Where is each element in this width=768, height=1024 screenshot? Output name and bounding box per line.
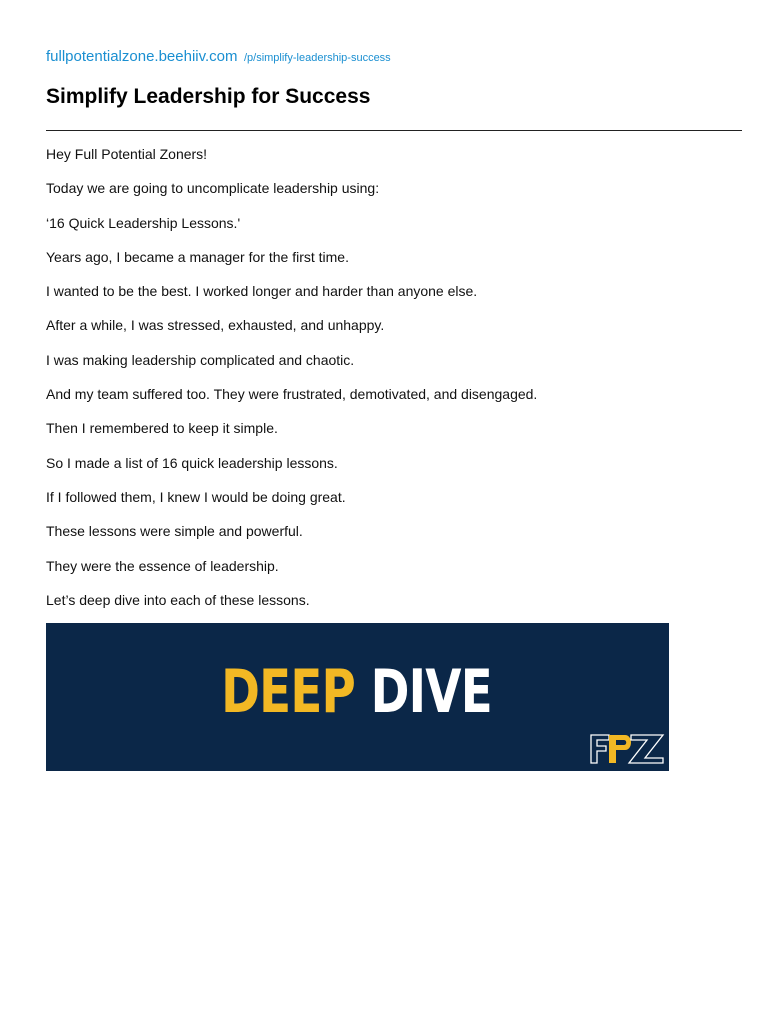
paragraph: After a while, I was stressed, exhausted, and unhappy. bbox=[46, 317, 385, 334]
paragraph: Today we are going to uncomplicate leadership using: bbox=[46, 180, 380, 197]
paragraph: They were the essence of leadership. bbox=[46, 557, 279, 574]
paragraph: And my team suffered too. They were frustrated, demotivated, and disengaged. bbox=[46, 386, 538, 403]
title-divider bbox=[46, 130, 742, 131]
deep-dive-banner bbox=[46, 623, 669, 771]
banner-word-deep: DEEP bbox=[221, 657, 356, 727]
paragraph: These lessons were simple and powerful. bbox=[46, 523, 303, 540]
paragraph: I was making leadership complicated and chaotic. bbox=[46, 351, 355, 368]
page-title: Simplify Leadership for Success bbox=[46, 85, 371, 108]
article-body bbox=[46, 145, 742, 625]
paragraph: Then I remembered to keep it simple. bbox=[46, 420, 278, 437]
url-path-link[interactable]: /p/simplify-leadership-success bbox=[243, 52, 391, 64]
fpz-logo-icon bbox=[589, 733, 665, 765]
url-domain-link[interactable]: fullpotentialzone.beehiiv.com bbox=[46, 48, 238, 65]
source-url[interactable] bbox=[46, 47, 391, 68]
paragraph: So I made a list of 16 quick leadership lessons. bbox=[46, 454, 338, 471]
banner-title bbox=[114, 657, 600, 727]
paragraph: Hey Full Potential Zoners! bbox=[46, 146, 208, 162]
paragraph: If I followed them, I knew I would be doing great. bbox=[46, 488, 346, 505]
paragraph: Let’s deep dive into each of these lessons. bbox=[46, 591, 310, 608]
banner-word-dive: DIVE bbox=[370, 657, 492, 727]
paragraph: Years ago, I became a manager for the first time. bbox=[46, 248, 349, 265]
paragraph: I wanted to be the best. I worked longer and harder than anyone else. bbox=[46, 283, 478, 300]
paragraph: ‘16 Quick Leadership Lessons.' bbox=[46, 214, 241, 231]
